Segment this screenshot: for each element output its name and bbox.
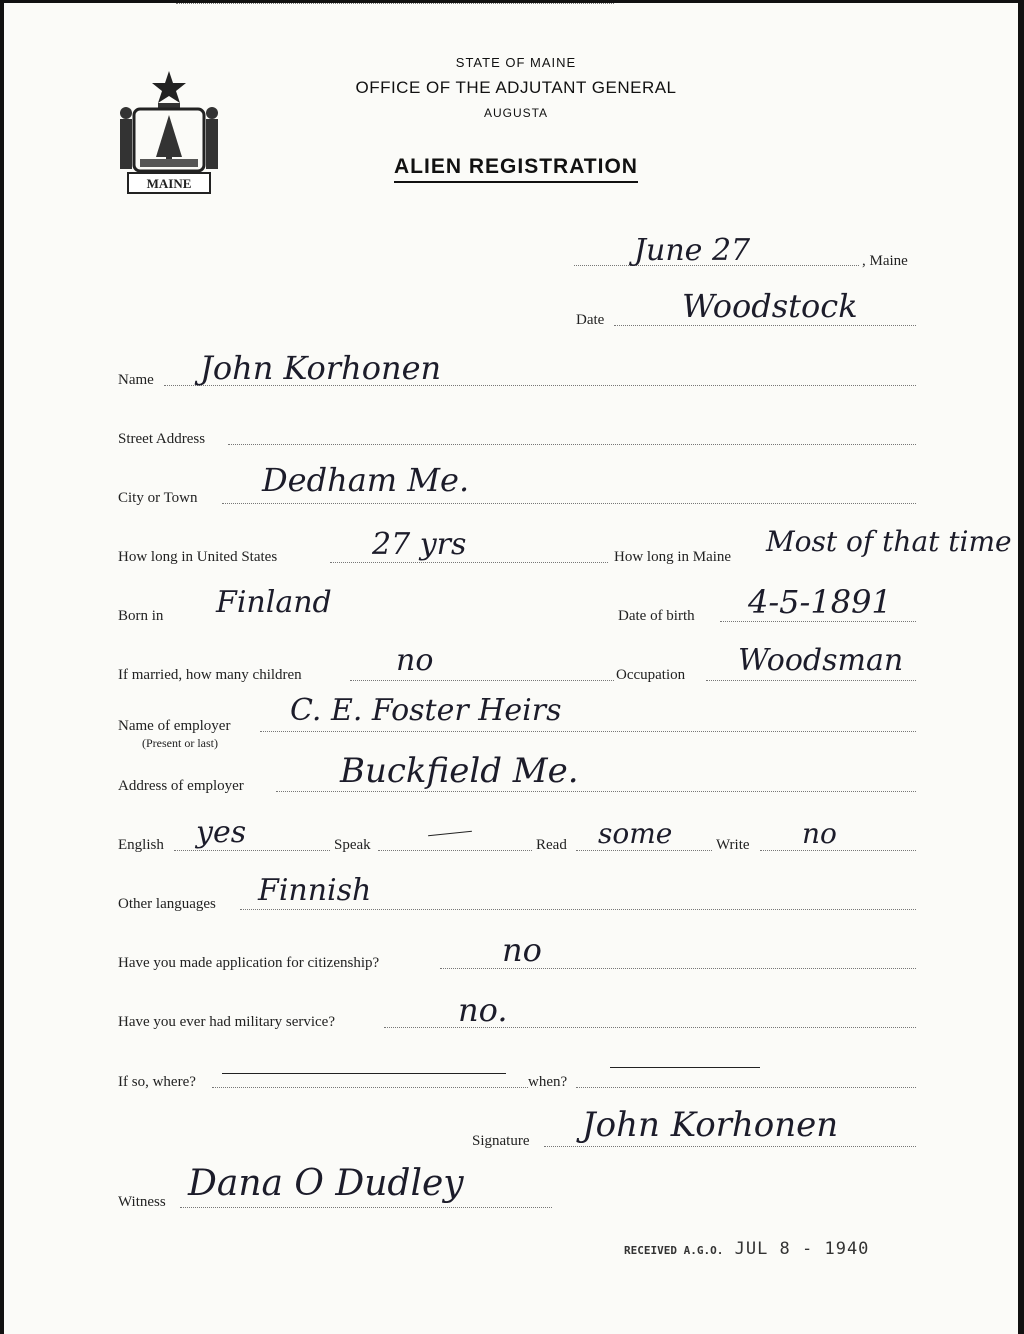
date-label: Date bbox=[576, 312, 605, 328]
children-label: If married, how many children bbox=[118, 667, 302, 683]
signature-line-dots bbox=[544, 1146, 916, 1147]
date-of-birth-line-dots bbox=[720, 621, 916, 622]
when-line-dots bbox=[576, 1087, 916, 1088]
if-so-where-label: If so, where? bbox=[118, 1074, 196, 1090]
signature-value: John Korhonen bbox=[582, 1105, 839, 1145]
witness-line-dots bbox=[180, 1207, 552, 1208]
how-long-us-line-dots bbox=[330, 562, 608, 563]
speak-dash-mark bbox=[428, 831, 472, 837]
other-languages-value: Finnish bbox=[258, 873, 372, 908]
street-address-line-dots bbox=[228, 444, 916, 445]
form-title bbox=[4, 155, 1024, 179]
english-label: English bbox=[118, 837, 164, 853]
military-label: Have you ever had military service? bbox=[118, 1014, 335, 1030]
how-long-maine-value: Most of that time bbox=[766, 525, 1012, 558]
children-line-dots bbox=[350, 680, 614, 681]
city-line-dots bbox=[222, 503, 916, 504]
occupation-value: Woodsman bbox=[738, 643, 904, 678]
born-in-label: Born in bbox=[118, 608, 164, 624]
read-label: Read bbox=[536, 837, 567, 853]
date-of-birth-value: 4-5-1891 bbox=[748, 583, 892, 621]
city-value: Dedham Me. bbox=[262, 461, 470, 499]
employer-name-value: C. E. Foster Heirs bbox=[290, 693, 562, 728]
english-line-dots bbox=[174, 850, 330, 851]
witness-label: Witness bbox=[118, 1194, 166, 1210]
read-value: some bbox=[598, 817, 673, 850]
received-stamp-date: JUL 8 - 1940 bbox=[734, 1239, 870, 1259]
born-in-value: Finland bbox=[216, 585, 332, 620]
street-address-label: Street Address bbox=[118, 431, 206, 447]
place-line-dots bbox=[614, 325, 916, 326]
speak-line-dots bbox=[378, 850, 532, 851]
speak-label: Speak bbox=[334, 837, 371, 853]
form-title-text: ALIEN REGISTRATION bbox=[394, 155, 638, 183]
if-so-where-dash-mark bbox=[222, 1073, 506, 1074]
witness-value: Dana O Dudley bbox=[188, 1163, 464, 1204]
if-so-where-line-dots bbox=[212, 1087, 528, 1088]
how-long-us-label: How long in United States bbox=[118, 549, 278, 565]
city-label: City or Town bbox=[118, 490, 198, 506]
date-value: June 27 bbox=[634, 233, 751, 268]
state-suffix-label: , Maine bbox=[862, 253, 908, 269]
citizenship-value: no bbox=[502, 931, 542, 969]
name-label: Name bbox=[118, 372, 154, 388]
citizenship-label: Have you made application for citizenship? bbox=[118, 955, 380, 971]
employer-address-line-dots bbox=[276, 791, 916, 792]
employer-address-label: Address of employer bbox=[118, 778, 244, 794]
received-stamp bbox=[624, 1239, 869, 1259]
header-state: STATE OF MAINE bbox=[455, 55, 577, 70]
read-line-dots bbox=[576, 850, 712, 851]
born-in-line-dots bbox=[176, 3, 614, 4]
header-office: OFFICE OF THE ADJUTANT GENERAL bbox=[355, 78, 677, 97]
header-city: AUGUSTA bbox=[483, 106, 549, 120]
other-languages-label: Other languages bbox=[118, 896, 216, 912]
write-line-dots bbox=[760, 850, 916, 851]
write-label: Write bbox=[716, 837, 750, 853]
children-value: no bbox=[396, 643, 434, 678]
employer-address-value: Buckfield Me. bbox=[340, 751, 579, 791]
military-value: no. bbox=[458, 991, 508, 1029]
when-label: when? bbox=[528, 1074, 568, 1090]
place-value: Woodstock bbox=[682, 287, 858, 325]
english-value: yes bbox=[196, 815, 247, 850]
how-long-maine-label: How long in Maine bbox=[614, 549, 732, 565]
name-value: John Korhonen bbox=[200, 349, 442, 387]
occupation-label: Occupation bbox=[616, 667, 686, 683]
signature-label: Signature bbox=[472, 1133, 530, 1149]
employer-note-label: (Present or last) bbox=[142, 736, 218, 750]
employer-name-label: Name of employer bbox=[118, 718, 231, 734]
how-long-us-value: 27 yrs bbox=[372, 527, 467, 562]
employer-name-line-dots bbox=[260, 731, 916, 732]
occupation-line-dots bbox=[706, 680, 916, 681]
other-languages-line-dots bbox=[240, 909, 916, 910]
when-dash-mark bbox=[610, 1067, 760, 1068]
date-of-birth-label: Date of birth bbox=[618, 608, 695, 624]
seal-text: MAINE bbox=[146, 176, 192, 191]
received-stamp-label: RECEIVED A.G.O. bbox=[624, 1244, 724, 1257]
write-value: no bbox=[802, 817, 837, 850]
